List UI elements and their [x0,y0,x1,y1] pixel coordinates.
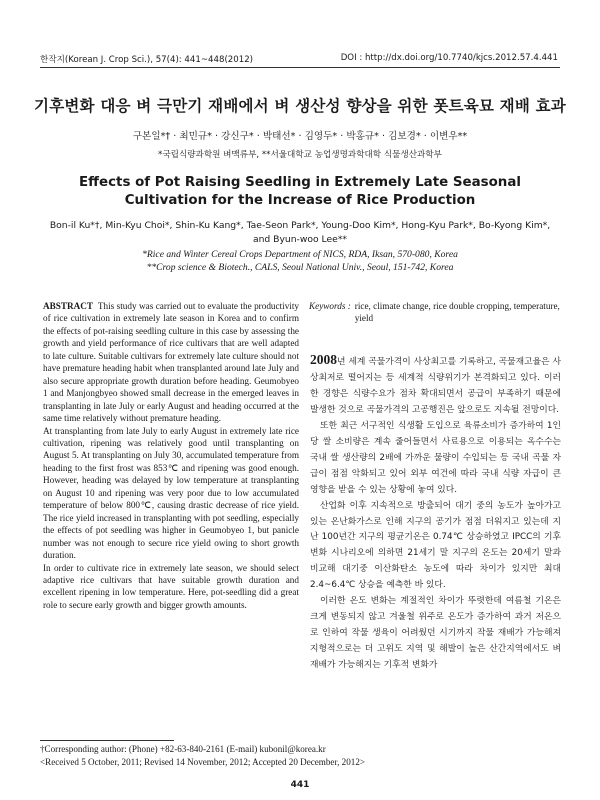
body-paragraph-3: 산업화 이후 지속적으로 방출되어 대기 중의 농도가 높아가고 있는 온난화가스로 인해 지구의 공기가 점점 더워지고 있는데 지난 100년간 지구의 평균기온은 0.74℃ 상승하였고 IPCC의 기후변화 시나리오에 의하면 21세기 말 지구의 온도는 20세기 말과 비교해 대기중 이산화탄소 농도에 따라 차이가 있지만 최대 2.4~6.4℃ 상승을 예측한 바 있다. [310,500,561,591]
keywords-text: rice, climate change, rice double cropping, temperature, yield [354,301,560,324]
english-title: Effects of Pot Raising Seedling in Extremely Late Seasonal Cultivation for the Increase of Rice Production [79,175,521,208]
body-paragraph-2: 또한 최근 서구적인 식생활 도입으로 육류소비가 증가하여 1인당 쌀 소비량은 계속 줄어들면서 사료용으로 이용되는 옥수수는 국내 쌀 생산량의 2배에 가까운 물량이 수입되는 등 국내 곡물 자급이 점점 악화되고 있어 외부 여건에 따라 국내 식량 자급이 큰 영향을 받을 수 있는 상황에 놓여 있다. [310,420,561,495]
body-paragraph-1 [310,352,561,419]
keywords-label: Keywords : [309,301,351,311]
korean-body-text [310,352,561,674]
header-divider [40,67,560,68]
english-authors: Bon-il Ku*†, Min-Kyu Choi*, Shin-Ku Kang*, Tae-Seon Park*, Young-Doo Kim*, Hong-Kyu Park*, Bo-Kyong Kim*, and Byun-woo Lee** [49,220,551,245]
abstract-paragraph-1 [43,300,299,425]
page-number: 441 [290,780,310,790]
abstract-paragraph-2: At transplanting from late July to early August in extremely late rice cultivation, ripening was relatively good until transplanting on August 5. At transplanting on July 30, accumulated temperature from heading to the first frost was 853℃ and ripening was good enough. However, heading was delayed by low temperature at transplanting on August 10 and ripening was very poor due to low accumulated temperature of below 800℃, causing drastic decrease of rice yield. The rice yield increased in transplanting with pot seedling, especially the effects of pot seedling was higher in Geumobyeo 1, but panicle number was not enough to secure rice yield owing to short growth duration. [43,425,299,561]
footnote-divider [40,740,174,741]
abstract-section [43,300,299,611]
abstract-paragraph-3: In order to cultivate rice in extremely late season, we should select adaptive rice cultivars that have suitable growth duration and excellent ripening in low temperature. Here, pot-seedling did a great role to secure early growth and bigger growth amounts. [43,562,299,610]
body-lead-year: 2008 [310,352,337,367]
received-dates-note: <Received 5 October, 2011; Revised 14 November, 2012; Accepted 20 December, 2012> [40,757,365,767]
abstract-text-1: This study was carried out to evaluate the productivity of rice cultivation in extremely late season in Korea and to confirm the effects of pot-raising seedling culture in this case by assessing the growth and yield performance of rice cultivars that are well adapted to late culture. Suitable cultivars for extremely late culture should not have premature heading habit when transplanted around late July and also secure appropriate growth duration before heading. Geumobyeo 1 and Manjongbyeo showed small decrease in the emerged leaves in transplanting in late July or early August and heading occurred at the same time relatively without premature heading. [43,301,299,424]
english-affiliation [40,249,560,274]
korean-title: 기후변화 대응 벼 극만기 재배에서 벼 생산성 향상을 위한 폿트육묘 재배 효과 [34,97,566,115]
body-text-1: 년 세계 곡물가격이 사상최고를 기록하고, 곡물재고율은 사상최저로 떨어지는 등 세계적 식량위기가 본격화되고 있다. 이러한 경향은 식량수요가 점차 확대되면서 공급이 부족하기 때문에 발생한 것으로 곡물가격의 고공행진은 앞으로도 지속될 전망이다. [310,357,561,415]
body-paragraph-4: 이러한 온도 변화는 계절적인 차이가 뚜렷한데 여름철 기온은 크게 변동되지 않고 겨울철 위주로 온도가 증가하여 과거 저온으로 인하여 작물 생육이 어려웠던 시기까지 작물 재배가 가능해져 지형적으로는 더 고위도 지역 및 해발이 높은 산간지역에서도 벼 재배가 가능해지는 기후적 변화가 [310,596,561,671]
corresponding-author-note: †Corresponding author: (Phone) +82-63-840-2161 (E-mail) kubonil@korea.kr [40,744,326,754]
keywords-section [309,300,562,325]
affiliation-line-1: *Rice and Winter Cereal Crops Department of NICS, RDA, Iksan, 570-080, Korea [142,249,458,260]
abstract-label: ABSTRACT [43,301,94,311]
journal-citation: 한작지(Korean J. Crop Sci.), 57(4): 441~448(2012) [40,55,254,65]
korean-affiliation: *국립식량과학원 벼맥류부, **서울대학교 농업생명과학대학 식물생산과학부 [158,150,442,160]
affiliation-line-2: **Crop science & Biotech., CALS, Seoul National Univ., Seoul, 151-742, Korea [146,261,454,273]
doi-link[interactable]: DOI : http://dx.doi.org/10.7740/kjcs.2012.57.4.441 [340,53,558,63]
korean-authors: 구본일*† · 최민규* · 강신구* · 박태선* · 김영두* · 박홍규* · 김보경* · 이변우** [132,131,468,142]
